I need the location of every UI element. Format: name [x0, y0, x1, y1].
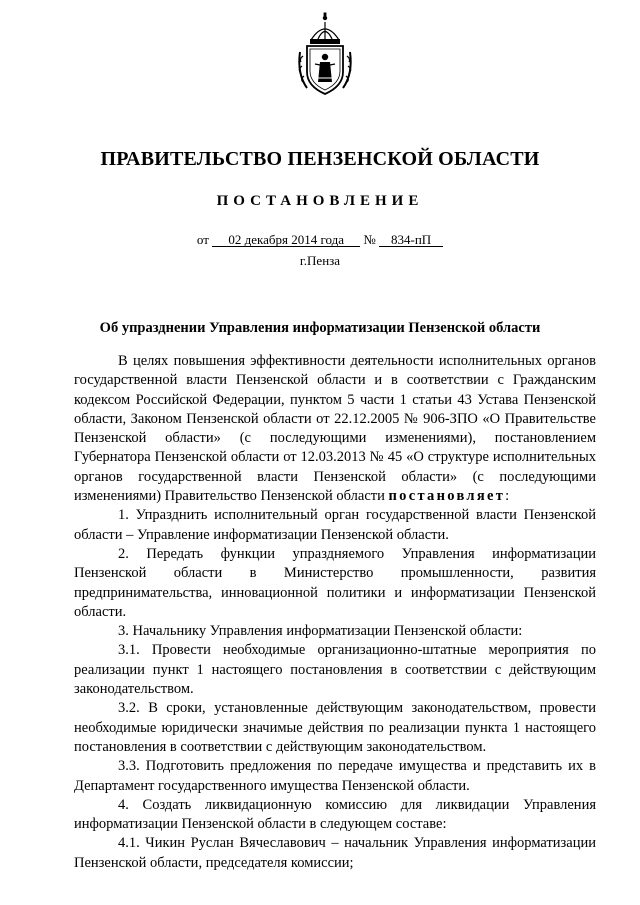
- document-title: Об упразднении Управления информатизации Пензенской области: [99, 320, 541, 336]
- list-item: 1. Упразднить исполнительный орган государственной власти Пензенской области – Управление информатизации Пензенской области.: [74, 507, 596, 543]
- decree-colon: :: [505, 488, 510, 505]
- list-item: 3.3. Подготовить предложения по передаче имущества и представить их в Департамент государственного имущества Пензенской области.: [74, 758, 596, 794]
- list-item: 2. Передать функции упраздняемого Управления информатизации Пензенской области в Министерство промышленности, развития предпринимательства, инновационной политики и информатизации Пензенской области.: [74, 545, 596, 620]
- organization-name: ПРАВИТЕЛЬСТВО ПЕНЗЕНСКОЙ ОБЛАСТИ: [100, 148, 540, 170]
- document-body: [74, 352, 596, 873]
- number-value: 834-пП: [379, 233, 443, 247]
- decree-word: постановляет: [388, 488, 506, 505]
- intro-paragraph: [74, 352, 596, 506]
- list-item: 4. Создать ликвидационную комиссию для ликвидации Управления информатизации Пензенской области в следующем составе:: [74, 796, 596, 833]
- penza-coat-of-arms-icon: [295, 12, 355, 98]
- list-item: 4.1. Чикин Руслан Вячеславович – начальник Управления информатизации Пензенской области, председателя комиссии;: [74, 835, 596, 871]
- document-type: ПОСТАНОВЛЕНИЕ: [216, 193, 424, 209]
- list-item: 3.1. Провести необходимые организационно-штатные мероприятия по реализации пункт 1 настоящего постановления в соответствии с действующим законодательством.: [74, 642, 596, 698]
- list-item: 3.2. В сроки, установленные действующим законодательством, провести необходимые юридически значимые действия по реализации пункта 1 настоящего постановления в соответствии с действующим законодательством.: [74, 700, 596, 755]
- intro-text: В целях повышения эффективности деятельности исполнительных органов государственной власти Пензенской области и в соответствии с Гражданским кодексом Российской Федерации, пунктом 5 части 1 статьи 43 Устава Пензенской области, Законом Пензенской области от 22.12.2005 № 906-ЗПО «О Правительстве Пензенской области» (с последующими изменениями), постановлением Губернатора Пензенской области от 12.03.2013 № 45 «О структуре исполнительных органов государственной власти Пензенской области» (с последующими изменениями) Правительство Пензенской области: [74, 353, 596, 505]
- city: г.Пенза: [299, 253, 341, 268]
- date-number-line: [0, 232, 640, 248]
- number-prefix: №: [363, 232, 376, 247]
- list-item: 3. Начальнику Управления информатизации Пензенской области:: [118, 623, 523, 640]
- date-prefix: от: [196, 232, 209, 247]
- date-value: 02 декабря 2014 года: [212, 233, 360, 247]
